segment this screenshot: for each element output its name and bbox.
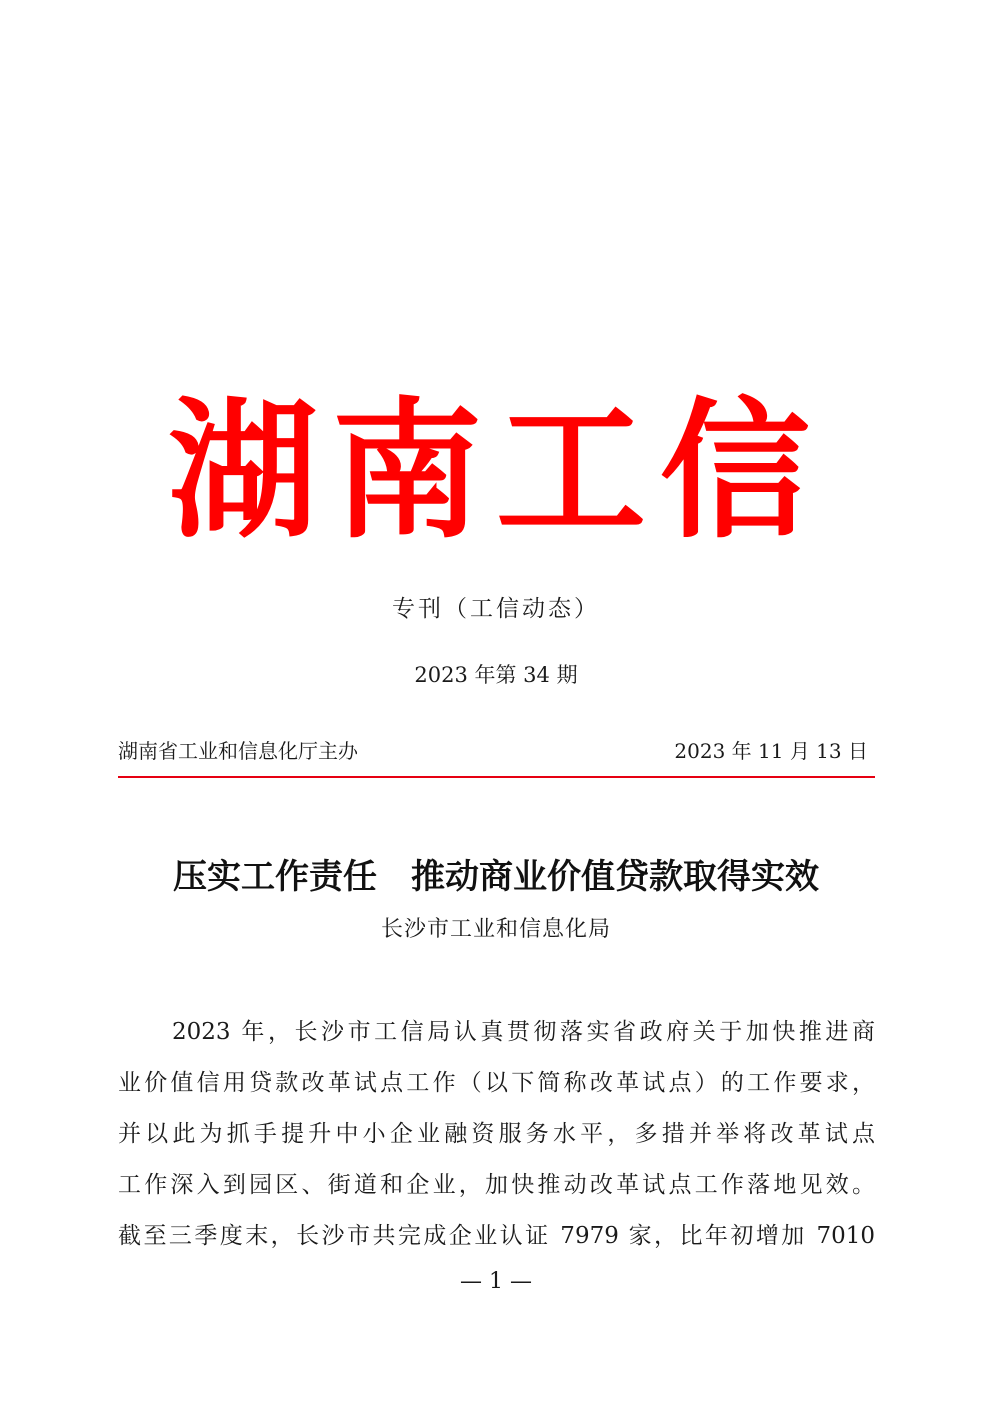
publication-date: 2023 年 11 月 13 日	[674, 739, 868, 763]
article-author: 长沙市工业和信息化局	[380, 917, 611, 942]
page-number: — 1 —	[460, 1269, 532, 1294]
red-divider-rule	[118, 776, 875, 778]
body-line: 工作深入到园区、街道和企业，加快推动改革试点工作落地见效。	[118, 1172, 875, 1198]
article-body	[118, 1010, 875, 1265]
body-line: 2023 年，长沙市工信局认真贯彻落实省政府关于加快推进商	[172, 1019, 875, 1045]
issue-number: 2023 年第 34 期	[414, 663, 578, 687]
body-line: 截至三季度末，长沙市共完成企业认证 7979 家，比年初增加 7010	[118, 1223, 875, 1249]
issue-type: 专刊（工信动态）	[392, 596, 600, 622]
body-line: 并以此为抓手提升中小企业融资服务水平，多措并举将改革试点	[118, 1121, 875, 1147]
article-title: 压实工作责任 推动商业价值贷款取得实效	[173, 857, 819, 897]
masthead-title: 湖南工信	[167, 385, 824, 559]
body-line: 业价值信用贷款改革试点工作（以下简称改革试点）的工作要求，	[118, 1070, 875, 1096]
sponsor-label: 湖南省工业和信息化厅主办	[118, 739, 358, 763]
